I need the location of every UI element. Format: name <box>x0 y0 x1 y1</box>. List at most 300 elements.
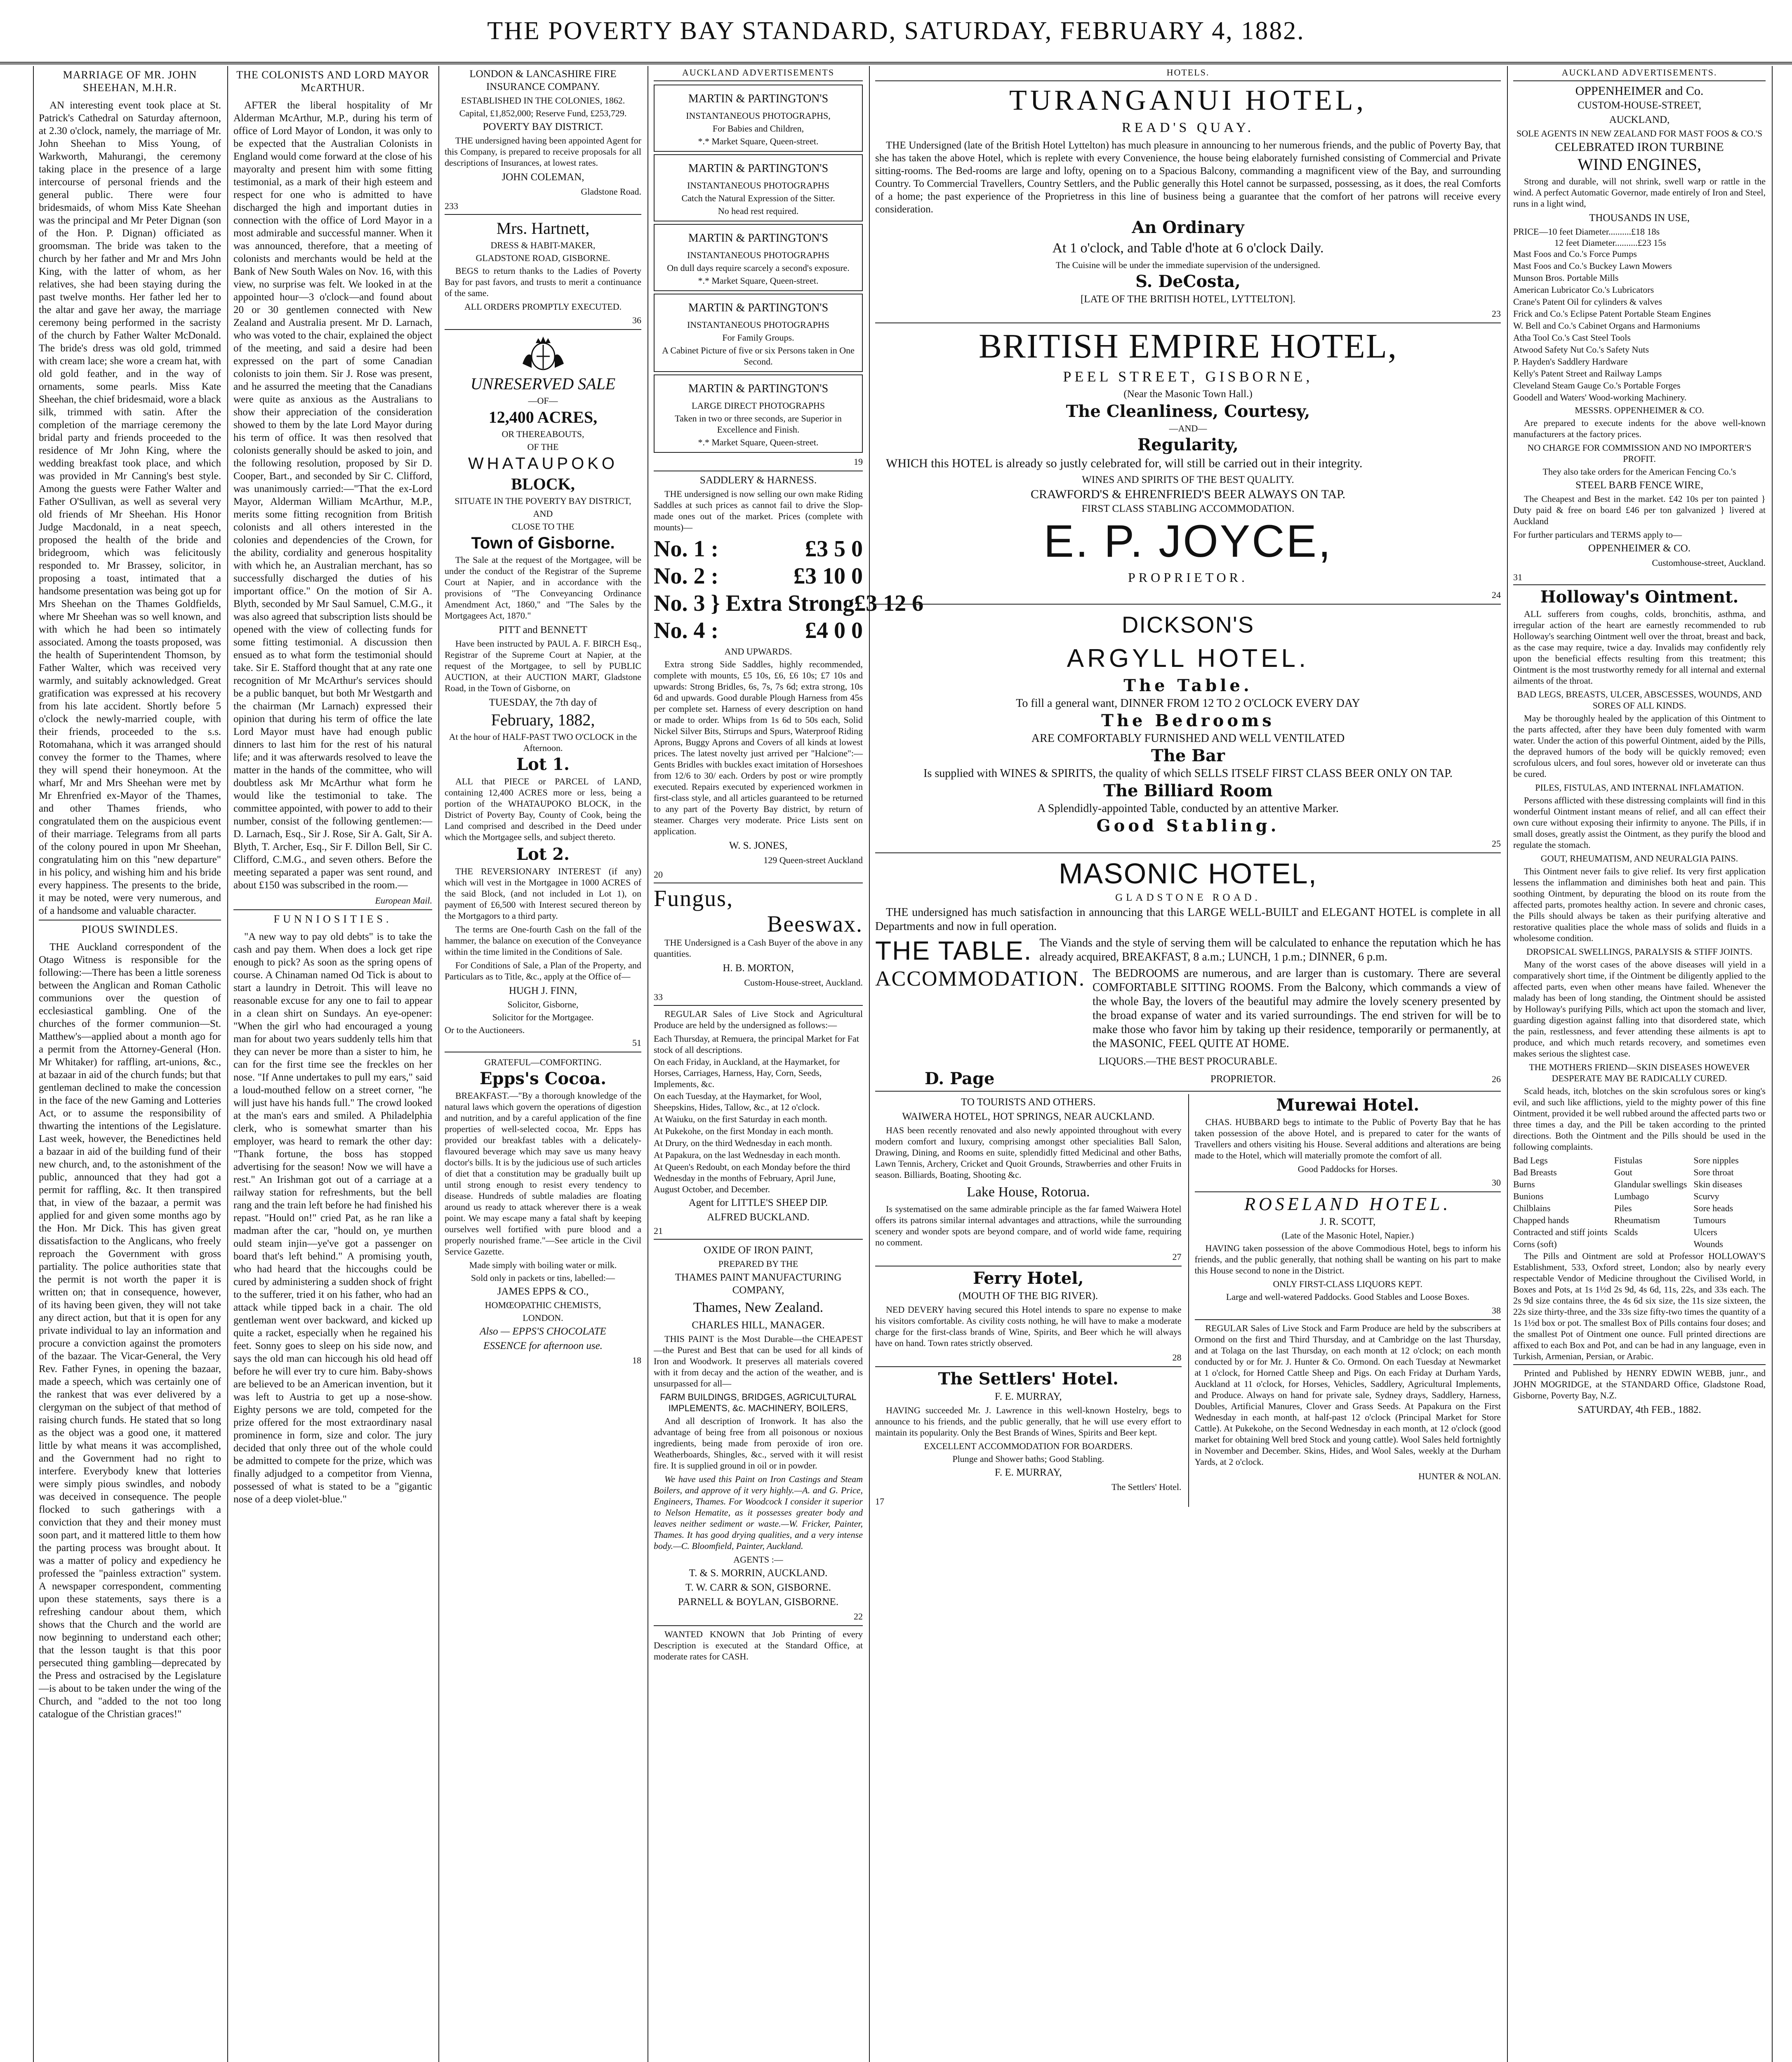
sale-block: BLOCK, <box>511 475 575 493</box>
argyll-bar-text: Is supplied with WINES & SPIRITS, the quality of which SELLS ITSELF FIRST CLASS BEER ONLY ON TAP. <box>923 767 1453 780</box>
saddle-number: No. 2 : <box>654 563 719 589</box>
masonic-liquors: LIQUORS.—THE BEST PROCURABLE. <box>1099 1056 1277 1067</box>
masonic-title: MASONIC HOTEL, <box>1059 857 1317 890</box>
livestock-item: At Pukekohe, on the first Monday in each month. <box>654 1126 834 1136</box>
sale-of-the: OF THE <box>527 442 559 452</box>
ad-number: 23 <box>1492 308 1501 319</box>
oppenheimer-item: P. Hayden's Saddlery Hardware <box>1513 356 1628 367</box>
ad-number: 33 <box>654 992 663 1002</box>
imprint-date: SATURDAY, 4th FEB., 1882. <box>1578 1404 1701 1415</box>
saddlery-details: Extra strong Side Saddles, highly recommended, complete with mounts, £5 10s, £6, £6 10s; £7 10s and upwards: Strong Bridles, 6s, 7s, 7s 6d; extra strong, 10s 6d and upwards. Good durable Plough Harness from 45s per complete set. Harness of every description on hand or made to order. Whips from 1s 6d to 50s each, Solid Nickel Silver Bits, Stirrups and Spurs, Waterproof Riding Aprons, Buggy Aprons and Covers of all kinds at lowest prices. The latest novelty just arrived per "Halcione":—Gents Bridles with buckles exact imitation of Horseshoes from 12/6 to 30/ each. Orders by post or wire promptly executed. Repairs executed by experienced workmen in first-class style, and all articles guaranteed to be returned to any part of the Poverty Bay district, by return of steamer. Charges very moderate. Price Lists sent on application. <box>654 659 863 836</box>
joyce-name: E. P. JOYCE, <box>1043 516 1333 567</box>
which-text: WHICH this HOTEL is already so justly celebrated for, will still be carried out in their integrity. <box>886 457 1363 470</box>
epps-sold: Sold only in packets or tins, labelled:— <box>471 1273 615 1283</box>
oppenheimer-item: W. Bell and Co.'s Cabinet Organs and Harmoniums <box>1513 320 1700 331</box>
opp-signature: OPPENHEIMER & CO. <box>1588 543 1691 554</box>
messrs-text: Are prepared to execute indents for the above well-known manufacturers at the factory prices. <box>1513 418 1766 439</box>
argyll-bedrooms: The Bedrooms <box>1101 711 1275 730</box>
saddle-price: £4 0 0 <box>805 618 863 643</box>
epps-firm: JAMES EPPS & CO., <box>497 1286 589 1297</box>
ad-number: 26 <box>1492 1073 1501 1084</box>
murewai-paddocks: Good Paddocks for Horses. <box>1297 1164 1398 1174</box>
livestock-item: Each Thursday, at Remuera, the principal Market for Fat stock of all descriptions. <box>654 1033 859 1055</box>
masonic-address: GLADSTONE ROAD. <box>1115 892 1261 903</box>
argyll-stabling: Good Stabling. <box>1096 816 1280 836</box>
complaints-table <box>1513 1155 1766 1250</box>
epps-location: LONDON. <box>523 1313 563 1323</box>
masthead: THE POVERTY BAY STANDARD, SATURDAY, FEBRUARY 4, 1882. <box>0 0 1792 64</box>
article-title-marriage: MARRIAGE OF MR. JOHN SHEEHAN, M.H.R. <box>63 69 197 94</box>
complaint-item: Scurvy <box>1693 1191 1719 1201</box>
turanganui-text: THE Undersigned (late of the British Hotel Lyttelton) has much pleasure in announcing to her numerous friends, and the public of Poverty Bay, that she has taken the above Hotel, which is replete with every Convenience, the house being elaborately furnished consisting of Commercial and Private sitting-rooms. The Bed-rooms are large and lofty, opening on to a Spacious Balcony, commanding a magnificent view of the Bay, and surrounding Country. To Commercial Travellers, Country Settlers, and the Public generally this Hotel cannot be surpassed, possessing, as it does, the real Comforts of a home; the past experience of the Proprietress in this line of business being a guarantee that the comfort of her patrons will receive every consideration. <box>875 140 1501 215</box>
saddle-price-row <box>654 563 863 590</box>
complaint-item: Lumbago <box>1614 1191 1649 1201</box>
photographer-type: INSTANTANEOUS PHOTOGRAPHS <box>687 250 830 260</box>
saddlery-upwards: AND UPWARDS. <box>724 646 792 657</box>
oppenheimer-item: Mast Foos and Co.'s Buckey Lawn Mowers <box>1513 261 1672 271</box>
argyll-title: ARGYLL HOTEL. <box>1067 644 1309 673</box>
price-1: PRICE—10 feet Diameter..........£18 18s <box>1513 226 1660 237</box>
column-3 <box>439 66 647 2062</box>
sale-acres: 12,400 ACRES, <box>488 408 598 426</box>
hartnett-address: GLADSTONE ROAD, GISBORNE. <box>476 253 610 263</box>
wanted-text: WANTED KNOWN that Job Printing of every Description is executed at the Standard Office, at moderate rates for CASH. <box>654 1629 863 1662</box>
pills-text: The Pills and Ointment are sold at Professor HOLLOWAY'S Establishment, 533, Oxford street, London; also by nearly every respectable Vendor of Medicine throughout the Civilised World, in Boxes and Pots, at 1s 1½d 2s 9d, 4s 6d, 11s, 22s, and 33s each. The 2s 9d size contains three, the 4s 6d six size, the 11s size sixteen, the 22s size thirty-three, and the 33s size fifty-two times the quantity of a 1s 1½d box or pot. The smallest Box of Pills contains four doses; and the smallest Pot of Ointment one ounce. Full printed directions are affixed to each Box and Pot, and can be had in any language, even in Turkish, Armenian, Persian, or Arabic. <box>1513 1251 1766 1361</box>
photographer-line: *.* Market Square, Queen-street. <box>698 136 819 146</box>
article-title-funniosities: FUNNIOSITIES. <box>233 909 432 925</box>
turanganui-title: TURANGANUI HOTEL, <box>1009 85 1367 116</box>
decosta-name: S. DeCosta, <box>1135 272 1241 291</box>
oppenheimer-city: AUCKLAND, <box>1609 114 1670 125</box>
article-body-funniosities: "A new way to pay old debts" is to take the cash and pay them. When does a lock get ripe enough to pick? As soon as the spring opens of course. A Chinaman named Od Tick is about to start a laundry in Detroit. This will leave no reasonable excuse for any one to fail to appear in a clean shirt on Sundays. An eye-opener: "When the girl who had encouraged a young man for about two years suddenly tells him that they can never be more than a sister to him, he can for the first time see the freckles on her nose. "If Anne undertakes to pull my ears," said a loud-mouthed fellow on a street corner, "he will just have his hands full." The crowd looked at the man's ears and smiled. A Philadelphia clerk, who is somewhat smarter than his employer, was heard to remark the other day: "Thank fortune, the boss has stopped advertising for the season! Now we will have a rest." An Irishman got out of a carriage at a railway station for refreshments, but the bell rang and the train left before he had finished his repast. "Hould on!" cried Pat, as he ran like a madman after the car, "hould on, ye murthen ould steam injin—ye've got a passenger on board that's left behind." A promising youth, who had heard that the hiccoughs could be cured by administering a sudden shock of fright to the sufferer, tried it on his father, who had an attack while tipped back in a chair. The old gentleman went over backward, and kicked up quite a racket, especially when he regained his feet. Sonny goes to sleep on his side now, and says the old man can hiccough his old head off before he will ever try to cure him. Baby-shows are believed to be an American invention, but it was left to Austria to get up a nose-show. Eighty persons we are told, competed for the prize offered for the most extraordinary nasal prominence in form, size and color. The jury decided that only three out of the whole could be admitted to compete for the prize, which was finally adjudged to a competitor from Vienna, possessed of what is stated to be a "gigantic nose of a deep violet-blue." <box>233 931 432 1505</box>
oppenheimer-sole: SOLE AGENTS IN NEW ZEALAND FOR MAST FOOS & CO.'S <box>1516 128 1762 139</box>
epps-title: Epps's Cocoa. <box>479 1069 607 1088</box>
ad-number: 21 <box>654 1226 663 1236</box>
auction-date: TUESDAY, the 7th day of <box>489 697 597 708</box>
complaint-item: Tumours <box>1693 1215 1726 1225</box>
hartnett-name: Mrs. Hartnett, <box>496 219 590 238</box>
hotels-lower-left <box>875 1094 1182 1507</box>
masonic-table-block <box>875 936 1501 967</box>
oppenheimer-item: Munson Bros. Portable Mills <box>1513 273 1619 283</box>
waiwera-text: HAS been recently renovated and also newly appointed throughout with every modern comfort and luxury, comprising amongst other specialities Ball Salon, Drawing, Dining, and Rooms en suite, splendidly fitted Medicinal and other Baths, Lawn Tennis, Archery, Cricket and Quoit Grounds, Strawberries and other Fruits in season. Billiards, Boating, Shooting &c. <box>875 1125 1182 1180</box>
complaint-item: Rheumatism <box>1614 1215 1660 1225</box>
hotels-lower-right <box>1188 1094 1501 1507</box>
epps-made: Made simply with boiling water or milk. <box>469 1260 617 1270</box>
stabling-text: FIRST CLASS STABLING ACCOMMODATION. <box>1081 503 1295 514</box>
complaint-item: Chilblains <box>1513 1203 1551 1213</box>
insurance-capital: Capital, £1,852,000; Reserve Fund, £253,729. <box>459 108 627 118</box>
photographer-ad <box>654 294 863 372</box>
turanganui-address: READ'S QUAY. <box>1121 120 1255 135</box>
littles-agent: Agent for LITTLE'S SHEEP DIP. <box>688 1197 828 1208</box>
regularity: Regularity, <box>1137 435 1239 454</box>
ordinary-times: At 1 o'clock, and Table d'hote at 6 o'clock Daily. <box>1052 240 1324 256</box>
section-header-auckland: AUCKLAND ADVERTISEMENTS <box>654 66 863 81</box>
complaint-item: Chapped hands <box>1513 1215 1569 1225</box>
article-body-swindles: THE Auckland correspondent of the Otago Witness is responsible for the following:—There has been a little soreness between the Anglican and Roman Catholic communions over the question of ecclesiastical gambling. One of the churches of the former communion—St. Matthew's—applied about a month ago for a permit from the Attorney-General (Hon. Mr Whitaker) for raffling, art-unions, &c., at bazaar in aid of the church funds; but that gentleman declined to make the concession in the face of the new Gaming and Lotteries Act, or to assume the responsibility of thwarting the intentions of the Legislature. Last week, however, the Benedictines held a bazaar in aid of the building fund of their new church, and, to the astonishment of the public, announced that they had got a permit for raffling, &c. It then transpired that, in view of the bazaar, a permit was applied for and given some months ago by the Hon. Mr Dick. This has given great dissatisfaction to the Anglicans, who freely reproach the Government with gross partiality. The police authorities state that the permit is not worth the paper it is written on; that in consequence, however, of its having been given, they will not take any direct action, but that it is open for any private individual to lay an information and procure a conviction against the promoters of the bazaar. The Vicar-General, the Very Rev. Father Fynes, in opening the bazaar, made a speech, which was certainly one of the rankest that was ever delivered by a clergyman on the subject of that method of raising church funds. He stated that so long as the object was a good one, it mattered little by what means it was accomplished, and the Government had no right to interfere. Everybody knew that lotteries were simply pious swindles, and nobody was deceived in consequence. The people flocked to such gatherings with a conviction that they and their money must soon part, and it mattered little to them how the parting process was brought about. It was a matter of policy and expediency he professed the "painless extraction" system. A newspaper correspondent, commenting upon these statements, says there is a refreshing candour about them, which shows that the Church and the world are now beginning to understand each other; that the lesson taught is that this poor persecuted thing gambling—deprecated by the Press and ostracised by the Legislature—is about to be taken under the wing of the Church, and "added to the not too long catalogue of the Christian graces!" <box>39 942 221 1720</box>
photographers-ads <box>654 85 863 453</box>
imprint: Printed and Published by HENRY EDWIN WEBB, junr., and JOHN MOGRIDGE, at the STANDARD Office, Gladstone Road, Gisborne, Poverty Bay, N.Z. <box>1513 1368 1766 1401</box>
column-1 <box>33 66 227 2062</box>
complaint-item: Bunions <box>1513 1191 1544 1201</box>
cuisine-note: The Cuisine will be under the immediate supervision of the undersigned. <box>1056 260 1320 270</box>
saddlery-address: 129 Queen-street Auckland <box>763 855 863 865</box>
thousands: THOUSANDS IN USE, <box>1589 212 1690 224</box>
price-2: 12 feet Diameter..........£23 15s <box>1554 238 1666 248</box>
livestock-item: At Queen's Redoubt, on each Monday before the third Wednesday in the months of February, April June, August October, and December. <box>654 1162 850 1194</box>
article-body-marriage: AN interesting event took place at St. Patrick's Cathedral on Saturday afternoon, at 2.30 o'clock, namely, the marriage of Mr. John Sheehan to Miss Young, of Warkworth, Mahurangi, the ceremony taking place in the presence of a large intercourse of personal friends and the general public. There were four bridesmaids, of whom Miss Kate Sheehan was the principal and Mr Peter Dignan (son of the Hon. P. Dignan) officiated as groomsman. The bride was taken to the church by her father and Mr and Mrs John King, with the latter of whom, as her relatives, she had been staying during the past twelve months. Her father led her to the altar and gave her away, the marriage ceremony being performed in the sacristy of the church by Father Walter McDonald. The bride's dress was old gold, trimmed with cream lace; she wore a cream hat, with old gold feather, and in the way of ornaments, some pearls. Miss Kate Sheehan, the chief bridesmaid, wore a black silk, trimmed with satin. After the completion of the marriage ceremony the bridal party and friends proceeded to the residence of Mr John King, where the wedding breakfast took place, and which was provided in Mr Canning's best style. Among the guests were Father Walter and Father O'Sullivan, as well as several very old friends of Mr Sheehan. His Honor Judge Macdonald, in a neat speech, proposed the health of the bride and bridegroom, which was felicitously responded to. Mr Brassey, solicitor, in proposing a toast, intimated that a handsome presentation was being got up for Mrs Sheehan on the Thames Goldfields, where Mr Sheehan was so well known, and with which he had been so intimately associated. Among the toasts proposed, was the health of Superintendent Thomson, by Father Walter, which was received very warmly, and suitably acknowledged. Great gratification was expressed at his recovery from his late accident. Shortly before 5 o'clock the newly-married couple, with their friends, proceeded to the s.s. Rotomahana, which it was arranged should convey the former to the Thames, where they will spend their honeymoon. At the wharf, Mr and Mrs Sheehan were met by Mr Ehrenfried ex-Mayor of the Thames, and other Thames friends, who congratulated them on the auspicious event of their marriage. Telegrams from all parts of the colony poured in upon Mr Sheehan, congratulating him on this "new departure" in his policy, and wishing him and his bride every happiness. The presents to the bride, it may be noted, were very numerous, and of a handsome and valuable character. <box>39 100 221 916</box>
oppenheimer-item: American Lubricator Co.'s Lubricators <box>1513 285 1654 295</box>
tourists-title: TO TOURISTS AND OTHERS. <box>961 1097 1096 1108</box>
bad-legs-title: BAD LEGS, BREASTS, ULCER, ABSCESSES, WOUNDS, AND SORES OF ALL KINDS. <box>1517 689 1762 711</box>
saddle-price: £3 10 0 <box>794 563 863 589</box>
beeswax-title: Beeswax. <box>767 911 863 937</box>
sale-of: —OF— <box>528 395 558 406</box>
epps-also: Also — EPPS'S CHOCOLATE <box>480 1326 606 1337</box>
auction-month: February, 1882, <box>491 711 595 729</box>
mothers-text: Scald heads, itch, blotches on the skin scrofulous sores or king's evil, and such like afflictions, yield to the mighty power of this fine Ointment, provided it be well rubbed around the affected parts two or three times a day, and the Pill be taken according to the printed directions. Both the Ointment and the Pills should be used in the following complaints. <box>1513 1086 1766 1152</box>
ad-number: 22 <box>854 1611 863 1622</box>
dropsical-text: Many of the worst cases of the above diseases will yield in a comparatively short time, if the Ointment be diligently applied to the affected parts, even when other means have failed. Whenever the malady has been of long standing, the Ointment should be assisted by Holloway's purifying Pills, which act upon the stomach and liver, guarding digestion against falling into that disordered state, which the pain, restlessness, and fever attending these ailments is apt to produce, and which much retards recovery, and sometimes even makes serious the slightest case. <box>1513 959 1766 1059</box>
wines-text: WINES AND SPIRITS OF THE BEST QUALITY. <box>1082 474 1294 485</box>
photographer-line: Taken in two or three seconds, are Superior in Excellence and Finish. <box>675 413 842 435</box>
complaint-item: Piles <box>1614 1203 1632 1213</box>
livestock-item: At Waiuku, on the first Saturday in each month. <box>654 1114 827 1124</box>
livestock-item: At Drury, on the third Wednesday in each month. <box>654 1138 832 1148</box>
column-rule <box>1772 66 1773 2062</box>
further: For further particulars and TERMS apply to— <box>1513 530 1682 540</box>
roseland-late: (Late of the Masonic Hotel, Napier.) <box>1281 1230 1414 1240</box>
morton-address: Custom-House-street, Auckland. <box>744 977 863 988</box>
ad-number: 25 <box>1492 838 1501 849</box>
complaint-item: Gout <box>1614 1167 1632 1177</box>
insurance-agent: JOHN COLEMAN, <box>502 172 584 183</box>
epps-essence: ESSENCE for afternoon use. <box>483 1340 603 1351</box>
ferry-text: NED DEVERY having secured this Hotel intends to spare no expense to make his visitors comfortable. As civility costs nothing, he will have to make a moderate charge for the first-class brands of Wine, Spirits, and Beer which he will always have on hand. Town rates strictly observed. <box>875 1304 1182 1348</box>
complaints-right <box>1693 1155 1742 1250</box>
agent-3: PARNELL & BOYLAN, GISBORNE. <box>678 1596 839 1608</box>
and-divider: —AND— <box>1169 423 1207 433</box>
lakehouse-title: Lake House, Rotorua. <box>967 1184 1090 1200</box>
oppenheimer-item: Cleveland Steam Gauge Co.'s Portable Forges <box>1513 380 1681 391</box>
ferry-mouth: (MOUTH OF THE BIG RIVER). <box>958 1290 1098 1302</box>
lot-2-text: THE REVERSIONARY INTEREST (if any) which will vest in the Mortgagee in 1000 ACRES of the said Block, (and not included in Lot 1), on payment of £6,500 with Interest secured thereon by the Mortgagors to a third party. <box>445 866 641 921</box>
british-near: (Near the Masonic Town Hall.) <box>1123 388 1253 400</box>
terms-text: The terms are One-fourth Cash on the fall of the hammer, the balance on execution of the Conveyance within the time limited in the Conditions of Sale. <box>445 924 641 957</box>
solicitor-role: Solicitor for the Mortgagee. <box>492 1012 594 1022</box>
insurance-title: LONDON & LANCASHIRE FIRE INSURANCE COMPANY. <box>469 68 617 92</box>
auction-text: Have been instructed by PAUL A. F. BIRCH Esq., Registrar of the Supreme Court at Napier, at the request of the Mortgagee, to sell by PUBLIC AUCTION, at their AUCTION MART, Gladstone Road, in the Town of Gisborne, on <box>445 638 641 693</box>
insurance-address: Gladstone Road. <box>581 186 641 197</box>
complaint-item: Bad Breasts <box>1513 1167 1557 1177</box>
saddle-number: No. 1 : <box>654 536 719 562</box>
argyll-bedrooms-text: ARE COMFORTABLY FURNISHED AND WELL VENTILATED <box>1031 732 1345 745</box>
epps-chemists: HOMŒOPATHIC CHEMISTS, <box>485 1300 601 1310</box>
complaint-item: Sore throat <box>1693 1167 1734 1177</box>
sale-text: The Sale at the request of the Mortgagee, will be under the conduct of the Registrar of the Supreme Court at Napier, and in accordance with the provisions of "The Conveyancing Ordinance Amendment Act, 1860," and "The Sales by the Mortgagees Act, 1870." <box>445 555 641 621</box>
sale-title: UNRESERVED SALE <box>470 374 616 393</box>
insurance-text: THE undersigned having been appointed Agent for this Company, is prepared to receive proposals for all descriptions of Insurances, at lowest rates. <box>445 135 641 168</box>
roseland-scott: J. R. SCOTT, <box>1320 1216 1376 1227</box>
lot-1-text: ALL that PIECE or PARCEL of LAND, containing 12,400 ACRES more or less, being a portion of the WHATAUPOKO BLOCK, in the District of Poverty Bay, County of Cook, being the Land comprised and described in the Deed under which the Mortgagee sells, and subject thereto. <box>445 776 641 842</box>
complaint-item: Skin diseases <box>1693 1179 1743 1189</box>
sale-block-name: WHATAUPOKO <box>468 454 618 473</box>
oppenheimer-celebrated: CELEBRATED IRON TURBINE <box>1555 140 1724 154</box>
opp-address: Customhouse-street, Auckland. <box>1652 558 1766 568</box>
ad-number: 30 <box>1492 1177 1501 1188</box>
ad-number: 19 <box>854 457 863 467</box>
photographer-name: MARTIN & PARTINGTON'S <box>688 162 829 175</box>
saddlery-text: THE undersigned is now selling our own make Riding Saddles at such prices as cannot fail to drive the Slop-made ones out of the market. Prices (complete with mounts)— <box>654 489 863 532</box>
agent-1: T. & S. MORRIN, AUCKLAND. <box>689 1568 828 1579</box>
bad-legs-text: May be thoroughly healed by the application of this Ointment to the parts affected, after they have been duly fomented with warm water. Under the action of this powerful Ointment, aided by the Pills, the depraved humors of the body will be quickly removed; even scrofulous ulcers, and foul sores, however old or inveterate can thus be cured. <box>1513 713 1766 779</box>
ferry-title: Ferry Hotel, <box>875 1266 1182 1288</box>
complaint-item: Burns <box>1513 1179 1535 1189</box>
photographer-line: No head rest required. <box>718 206 799 216</box>
masonic-accommodation-block <box>875 967 1501 1053</box>
photographer-ad <box>654 374 863 453</box>
photographer-ad <box>654 224 863 291</box>
oppenheimer-item: Frick and Co.'s Eclipse Patent Portable Steam Engines <box>1513 308 1711 319</box>
argyll-billiard-text: A Splendidly-appointed Table, conducted by an attentive Marker. <box>1037 802 1339 815</box>
ad-number: 28 <box>1172 1352 1182 1363</box>
photographer-line: Catch the Natural Expression of the Sitter. <box>681 193 835 203</box>
complaint-item: Contracted and stiff joints <box>1513 1227 1608 1237</box>
oxide-text-2: And all description of Ironwork. It has also the advantage of being free from all poisonous or noxious ingredients, being made from peroxide of iron ore. Weatherboards, Shingles, &c., served with it will resist fire. It is supplied ground in oil or in powder. <box>654 1416 863 1471</box>
morton-name: H. B. MORTON, <box>723 963 794 974</box>
murewai-title: Murewai Hotel. <box>1276 1095 1420 1115</box>
fungus-title: Fungus, <box>654 886 733 911</box>
hartnett-text: BEGS to return thanks to the Ladies of Poverty Bay for past favors, and trusts to merit a continuance of the same. <box>445 266 641 298</box>
hunter-signature: HUNTER & NOLAN. <box>1418 1471 1501 1481</box>
conditions-text: For Conditions of Sale, a Plan of the Property, and Particulars as to Title, &c., apply at the Office of— <box>445 960 641 982</box>
complaint-item: Scalds <box>1614 1227 1638 1237</box>
roseland-liquors: ONLY FIRST-CLASS LIQUORS KEPT. <box>1273 1279 1422 1289</box>
photographer-type: INSTANTANEOUS PHOTOGRAPHS, <box>686 111 831 121</box>
sale-town: Town of Gisborne. <box>471 534 615 552</box>
livestock-item: On each Friday, in Auckland, at the Haymarket, for Horses, Carriages, Harness, Hay, Corn, Seeds, Implements, &c. <box>654 1057 840 1089</box>
argyll-bar: The Bar <box>1151 746 1225 765</box>
ad-number: 24 <box>1492 590 1501 600</box>
photographer-ad <box>654 154 863 221</box>
oppenheimer-street: CUSTOM-HOUSE-STREET, <box>1578 100 1701 111</box>
roseland-text: HAVING taken possession of the above Commodious Hotel, begs to inform his friends, and the public generally, that nothing shall be wanting on his part to make this House second to none in the District. <box>1194 1243 1501 1276</box>
saddle-number: No. 4 : <box>654 618 719 643</box>
complaint-item: Fistulas <box>1614 1155 1643 1165</box>
saddle-number: No. 3 } Extra Strong <box>654 591 855 616</box>
buckland-name: ALFRED BUCKLAND. <box>707 1212 810 1223</box>
column-6 <box>1507 66 1771 2062</box>
photographer-line: *.* Market Square, Queen-street. <box>698 275 819 286</box>
complaint-item: Sore heads <box>1693 1203 1733 1213</box>
section-header-auckland-2: AUCKLAND ADVERTISEMENTS. <box>1513 66 1766 81</box>
piles-text: Persons afflicted with these distressing complaints will find in this wonderful Ointment instant means of relief, and all can effect their own cure without exposing their infirmity to anyone. The Pills, if in small doses, greatly assist the Ointment, as they purify the blood and regulate the stomach. <box>1513 795 1766 850</box>
page-name: D. Page <box>925 1069 995 1088</box>
or-auctioneers: Or to the Auctioneers. <box>445 1025 525 1035</box>
ad-number: 31 <box>1513 572 1522 582</box>
section-header-hotels: HOTELS. <box>875 66 1501 81</box>
page-signature <box>875 1069 1501 1088</box>
british-empire-title: BRITISH EMPIRE HOTEL, <box>979 327 1397 365</box>
photographer-ad <box>654 85 863 152</box>
saddle-price-row <box>654 590 924 617</box>
dicksons-title: DICKSON'S <box>1121 612 1255 638</box>
decosta-late: [LATE OF THE BRITISH HOTEL, LYTTELTON]. <box>1080 294 1296 305</box>
cleanliness: The Cleanliness, Courtesy, <box>1066 402 1310 421</box>
article-body-colonists: AFTER the liberal hospitality of Mr Alderman McArthur, M.P., during his term of office of Lord Mayor of London, it was only to be expected that the Australian Colonists in England would come forward at the close of his mayoralty and present him with some fitting testimonial, as a mark of their high esteem and respect for one who is admitted to have discharged the high and important duties in connection with the office of Lord Mayor in a most admirable and successful manner. When it was announced, therefore, that a meeting of colonists and merchants would be held at the Bank of New South Wales on Nov. 16, with this view, no surprise was felt. We looked in at the appointed hour—3 o'clock—and found about 20 or 30 gentlemen connected with New Zealand and Australia present. Mr D. Larnach, who was voted to the chair, explained the object of the meeting, and said a desire had been expressed on the part of some Canadian colonists to join them. Sir J. Rose was present, and he assurred the meeting that the Canadians were quite as anxious as the Australians to show their appreciation of the consideration showed to them by the late Lord Mayor during his term of office. It was then resolved that colonists generally should be asked to join, and the following resolution, proposed by Sir D. Cooper, Bart., and seconded by Sir C. Clifford, was unanimously carried:—"That the ex-Lord Mayor, Alderman William McArthur, M.P., merits some fitting recognition from British colonists and all others interested in the colonies and dependencies of the Crown, for the ability, cordiality and generous hospitality with which he, an Australian merchant, has so successfully discharged the duties of his important office." On the motion of Sir A. Blyth, seconded by Mr Saul Samuel, C.M.G., it was also agreed that subscription lists should be opened with the view of collecting funds for some fitting testimonial. A discussion then ensued as to what form the testimonial should take. Sir E. Stafford thought that at any rate one recognition of Mr McArthur's services should be a public banquet, but both Mr Westgarth and the chairman (Mr Larnach) expressed their opinion that during his term of office the late Lord Mayor must have had enough public dinners to last him for the rest of his natural life; and it was afterwards resolved to leave the matter in the hands of the committee, who will doubtless ask Mr McArthur what form he would like the testimonial to take. The committee appointed, with power to add to their number, consist of the following gentlemen:—D. Larnach, Esq., Sir J. Rose, Sir A. Galt, Sir A. Blyth, T. Archer, Esq., Sir F. Dillon Bell, Sir C. Clifford, C.M.G., and seven others. Before the meeting separated a paper was sent round, and about £150 was subscribed in the room.— <box>233 100 432 891</box>
photographer-line: A Cabinet Picture of five or six Persons taken in One Second. <box>662 345 855 367</box>
page-role: PROPRIETOR. <box>1210 1073 1276 1085</box>
complaint-item: Sore nipples <box>1693 1155 1739 1165</box>
photographer-type: INSTANTANEOUS PHOTOGRAPHS <box>687 180 830 191</box>
masonic-text: THE undersigned has much satisfaction in announcing that this LARGE WELL-BUILT and ELEGANT HOTEL is complete in all Departments and now in full operation. <box>875 906 1501 933</box>
sale-close: CLOSE TO THE <box>511 521 575 532</box>
saddle-price: £3 12 6 <box>854 591 924 616</box>
saddle-price-row <box>654 535 863 563</box>
ad-number: 20 <box>654 869 663 880</box>
complaint-item: Glandular swellings <box>1614 1179 1687 1189</box>
saddlery-title: SADDLERY & HARNESS. <box>654 471 863 487</box>
solicitor-location: Solicitor, Gisborne, <box>507 999 579 1010</box>
hartnett-orders: ALL ORDERS PROMPTLY EXECUTED. <box>464 301 622 312</box>
photographer-name: MARTIN & PARTINGTON'S <box>688 301 829 314</box>
steel-wire: STEEL BARB FENCE WIRE, <box>1575 480 1703 491</box>
livestock-list <box>654 1033 863 1195</box>
ad-number: 27 <box>1172 1252 1182 1262</box>
murewai-text: CHAS. HUBBARD begs to intimate to the Public of Poverty Bay that he has taken possession of the above Hotel, and is prepared to cater for the wants of Travellers and others visiting his House. Several additions and alterations are being made to the Hotel, which will materially promote the comfort of all. <box>1194 1117 1501 1160</box>
ad-number: 233 <box>445 201 458 211</box>
solicitor-name: HUGH J. FINN, <box>509 985 577 996</box>
sale-and: AND <box>533 508 553 519</box>
oxide-uses: FARM BUILDINGS, BRIDGES, AGRICULTURAL IMPLEMENTS, &c. MACHINERY, BOILERS, <box>660 1392 857 1413</box>
photographer-line: For Babies and Children, <box>712 123 804 134</box>
oppenheimer-item: Atha Tool Co.'s Cast Steel Tools <box>1513 332 1631 343</box>
article-title-colonists: THE COLONISTS AND LORD MAYOR McARTHUR. <box>236 69 429 94</box>
complaint-item: Wounds <box>1693 1239 1723 1249</box>
ad-number: 36 <box>632 315 641 325</box>
photographer-line: For Family Groups. <box>722 332 794 343</box>
oppenheimer-items <box>1513 248 1766 403</box>
gout-text: This Ointment never fails to give relief. Its very first application lessens the inflammation and diminishes both heat and pain. This soothing Ointment, by depurating the blood on its route from the affected parts, promotes healthy action. In severe and chronic cases, the Pills should always be taken as their purifying alterative and restorative qualities place the whole mass of solids and fluids in a wholesome condition. <box>1513 866 1766 943</box>
oppenheimer-item: Crane's Patent Oil for cylinders & valves <box>1513 297 1662 307</box>
photographer-type: INSTANTANEOUS PHOTOGRAPHS <box>687 320 830 330</box>
livestock-text: REGULAR Sales of Live Stock and Agricultural Produce are held by the undersigned as follows:— <box>654 1009 863 1030</box>
saddle-price-row <box>654 617 863 644</box>
oxide-location: Thames, New Zealand. <box>693 1300 824 1315</box>
oxide-prepared: PREPARED BY THE <box>718 1259 798 1269</box>
holloway-text: ALL sufferers from coughs, colds, bronchitis, asthma, and irregular action of the heart are earnestly recommended to rub Holloway's searching Ointment well over the throat, breast and back, as the case may require, twice a day. Invalids may confidently rely upon the beneficial effects resulting from this treatment; this Ointment is the most trustworthy remedy for all internal and external ailments of the throat. <box>1513 609 1766 686</box>
agents-label: AGENTS :— <box>733 1554 783 1565</box>
joyce-role: PROPRIETOR. <box>1128 570 1248 585</box>
photographer-line: On dull days require scarcely a second's exposure. <box>667 263 850 273</box>
fungus-text: THE Undersigned is a Cash Buyer of the above in any quantities. <box>654 937 863 959</box>
saddle-price-list <box>654 535 924 644</box>
argyll-table: The Table. <box>1123 676 1253 695</box>
complaint-item: Corns (soft) <box>1513 1239 1557 1249</box>
complaint-item: Ulcers <box>1693 1227 1717 1237</box>
settlers-murray: F. E. MURRAY, <box>994 1391 1062 1402</box>
masonic-accommodation-text: The BEDROOMS are numerous, and are larger than is customary. There are several COMFORTABLE SITTING ROOMS. From the Balcony, which commands a view of the whole Bay, the lovers of the beautiful may admire the lovely scenery presented by the broad expanse of water and its varied surroundings. The end striven for will be to make those who favor him by taking up their residence, temporarily or permanently, at the MASONIC, FEEL QUITE AT HOME. <box>1093 967 1501 1050</box>
roseland-paddocks: Large and well-watered Paddocks. Good Stables and Loose Boxes. <box>1226 1292 1469 1302</box>
oppenheimer-item: Mast Foos and Co.'s Force Pumps <box>1513 249 1637 259</box>
lakehouse-text: Is systematised on the same admirable principle as the far famed Waiwera Hotel offers its patrons similar internal advantages and attractions, while the surrounding scenery and wonder spots are beyond compare, and of world wide fame, requiring no comment. <box>875 1204 1182 1248</box>
saddlery-name: W. S. JONES, <box>729 840 788 851</box>
royal-crest-icon <box>514 335 572 372</box>
oppenheimer-title: OPPENHEIMER and Co. <box>1575 84 1704 98</box>
oxide-manager: CHARLES HILL, MANAGER. <box>692 1320 825 1331</box>
dropsical-title: DROPSICAL SWELLINGS, PARALYSIS & STIFF JOINTS. <box>1526 946 1753 957</box>
oxide-company: THAMES PAINT MANUFACTURING COMPANY, <box>675 1272 842 1296</box>
waiwera-title: WAIWERA HOTEL, HOT SPRINGS, NEAR AUCKLAND. <box>902 1111 1155 1122</box>
gout-title: GOUT, RHEUMATISM, AND NEURALGIA PAINS. <box>1540 853 1738 864</box>
insurance-district: POVERTY BAY DISTRICT. <box>483 121 603 132</box>
ad-number: 18 <box>632 1355 641 1365</box>
crawford-text: CRAWFORD'S & EHRENFRIED'S BEER ALWAYS ON TAP. <box>1030 487 1346 501</box>
epps-text: BREAKFAST.—"By a thorough knowledge of the natural laws which govern the operations of digestion and nutrition, and by a careful application of the fine properties of well-selected cocoa, Mr. Epps has provided our breakfast tables with a delicately-flavoured beverage which may save us many heavy doctor's bills. It is by the judicious use of such articles of diet that a constitution may be gradually built up until strong enough to resist every tendency to disease. Hundreds of subtle maladies are floating around us ready to attack wherever there is a weak point. We may escape many a fatal shaft by keeping ourselves well fortified with pure blood and a properly nourished frame."—See article in the Civil Service Gazette. <box>445 1090 641 1257</box>
agent-2: T. W. CARR & SON, GISBORNE. <box>685 1582 831 1593</box>
hartnett-trade: DRESS & HABIT-MAKER, <box>490 240 596 250</box>
complaints-left <box>1513 1155 1608 1250</box>
saddle-price: £3 5 0 <box>805 536 863 562</box>
masonic-table-heading: THE TABLE. <box>875 936 1032 965</box>
masonic-accommodation-heading: ACCOMMODATION. <box>875 967 1086 991</box>
auctioneers: PITT and BENNETT <box>499 624 587 636</box>
oxide-title: OXIDE OF IRON PAINT, <box>703 1245 813 1256</box>
settlers-title: The Settlers' Hotel. <box>875 1366 1182 1389</box>
settlers-plunge: Plunge and Shower baths; Good Stabling. <box>952 1454 1104 1464</box>
insurance-established: ESTABLISHED IN THE COLONIES, 1862. <box>461 95 625 106</box>
oppenheimer-wind: WIND ENGINES, <box>1578 155 1701 174</box>
epps-grateful: GRATEFUL—COMFORTING. <box>484 1057 602 1067</box>
livestock-item: On each Tuesday, at the Haymarket, for Wool, Sheepskins, Hides, Tallow, &c., at 12 o'clock. <box>654 1091 822 1112</box>
steel-text: The Cheapest and Best in the market. £42 10s per ton painted } Duty paid & free on board £46 per ton galvanized } livered at Auckland <box>1513 494 1766 526</box>
settlers-boarders: EXCELLENT ACCOMMODATION FOR BOARDERS. <box>924 1441 1133 1451</box>
auction-hour: At the hour of HALF-PAST TWO O'CLOCK in the Afternoon. <box>449 732 637 753</box>
photographer-name: MARTIN & PARTINGTON'S <box>688 92 829 105</box>
sale-situate: SITUATE IN THE POVERTY BAY DISTRICT, <box>454 496 631 506</box>
mothers-title: THE MOTHERS FRIEND—SKIN DISEASES HOWEVER DESPERATE MAY BE RADICALLY CURED. <box>1529 1062 1750 1083</box>
hunter-text: REGULAR Sales of Live Stock and Farm Produce are held by the subscribers at Ormond on the first and Third Thursday, and at Cambridge on the last Thursday, and at Tolaga on the last Thursday, on each month at 12 o'clock; on each month conducted by or for Mr. J. Hunter & Co. Ormond. On each Tuesday at Newmarket at 1 o'clock, for Horned Cattle Sheep and Pigs. On each Friday at Durham Yards, Auckland at 11 o'clock, for Horses, Vehicles, Saddlery, Agricultural Implements, and Produce. Always on hand for private sale, Sydney drays, Saddlery, Harness, Doubles, Artificial Manures, Clover and Grass Seeds. At Papakura on the First Wednesday in each month, at half-past 12 o'clock (Principal Market for Store Cattle). At Pukekohe, on the Second Wednesday in each month, at 12 o'clock (good market for obtaining Well bred Stock and young cattle). Wool Sales held fortnightly in November and December. Skins, Hides, and Wool Sales, weekly at the Durham Yards, at 2 o'clock. <box>1194 1323 1501 1467</box>
holloway-title: Holloway's Ointment. <box>1513 584 1766 607</box>
settlers-murray-2: F. E. MURRAY, <box>994 1467 1062 1478</box>
lot-1: Lot 1. <box>516 755 570 774</box>
livestock-item: At Papakura, on the last Wednesday in each month. <box>654 1150 841 1160</box>
messrs: MESSRS. OPPENHEIMER & CO. <box>1575 405 1704 415</box>
complaint-item: Bad Legs <box>1513 1155 1548 1165</box>
complaints-mid <box>1614 1155 1687 1250</box>
oxide-testimony: We have used this Paint on Iron Castings and Steam Boilers, and approve of it very highly.—A. and G. Price, Engineers, Thames. For Woodcock I consider it superior to Nelson Hematite, as it possesses greater body and leaves neither sediment or waste.—W. Fricker, Painter, Thames. It has good drying qualities, and a very intense body.—C. Bloomfield, Painter, Auckland. <box>654 1474 863 1551</box>
lot-2: Lot 2. <box>516 845 570 864</box>
settlers-text: HAVING succeeded Mr. J. Lawrence in this well-known Hostelry, begs to announce to his friends, and the public generally, that he will use every effort to maintain its popularity. Only the Best Brands of Wines, Spirits and Beer kept. <box>875 1405 1182 1438</box>
british-address: PEEL STREET, GISBORNE, <box>1063 368 1313 385</box>
wind-text: Strong and durable, will not shrink, swell warp or rattle in the wind. A perfect Automatic Governor, made entirely of Iron and Steel, runs in a light wind, <box>1513 176 1766 209</box>
also-orders: They also take orders for the American Fencing Co.'s <box>1542 466 1736 477</box>
ordinary-title: An Ordinary <box>1132 218 1244 237</box>
column-2 <box>228 66 438 2062</box>
photographer-line: *.* Market Square, Queen-street. <box>698 437 819 447</box>
oxide-text: THIS PAINT is the Most Durable—the CHEAPEST—the Purest and Best that can be used for all kinds of Iron and Woodwork. It preserves all materials covered with it from decay and the action of the weather, and is unsurpassed for all— <box>654 1334 863 1389</box>
article-source: European Mail. <box>375 895 432 906</box>
hotels-lower-grid <box>875 1094 1501 1507</box>
photographer-name: MARTIN & PARTINGTON'S <box>688 232 829 245</box>
no-charge: NO CHARGE FOR COMMISSION AND NO IMPORTER'S PROFIT. <box>1527 443 1752 464</box>
masonic-table-text: The Viands and the style of serving them will be calculated to enhance the reputation which he has already acquired, BREAKFAST, 8 a.m.; LUNCH, 1 p.m.; DINNER, 6 p.m. <box>1039 937 1501 963</box>
photographer-name: MARTIN & PARTINGTON'S <box>688 382 829 395</box>
roseland-title: ROSELAND HOTEL. <box>1195 1191 1501 1214</box>
sale-thereabouts: OR THEREABOUTS, <box>502 429 584 439</box>
ad-number: 38 <box>1492 1305 1501 1316</box>
